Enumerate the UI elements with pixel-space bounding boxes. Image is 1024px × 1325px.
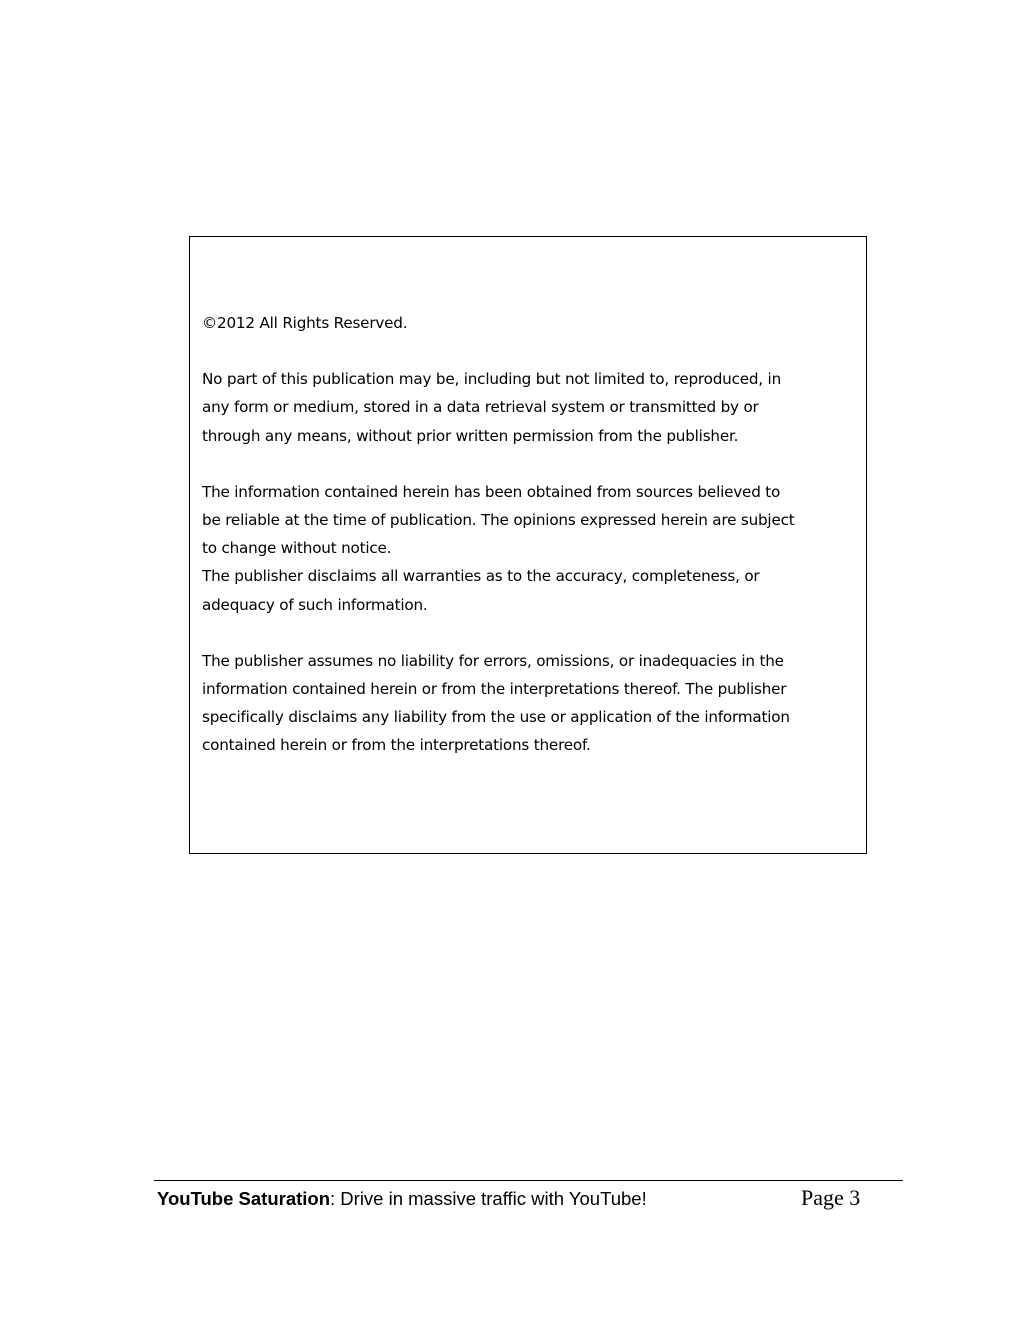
paragraph-line: specifically disclaims any liability from the use or application of the information [202,708,790,727]
footer-tagline: : Drive in massive traffic with YouTube! [330,1188,647,1209]
paragraph-line: contained herein or from the interpretations thereof. [202,736,591,755]
information-paragraph [202,478,854,619]
copyright-notice-box [189,236,867,854]
page-number: Page 3 [801,1185,861,1210]
paragraph-line: through any means, without prior written permission from the publisher. [202,426,739,445]
copyright-text: ©2012 All Rights Reserved. [202,314,408,332]
reproduction-paragraph [202,365,854,450]
paragraph-line: No part of this publication may be, including but not limited to, reproduced, in [202,370,782,389]
paragraph-line: be reliable at the time of publication. The opinions expressed herein are subject [202,511,795,530]
footer-title [157,1186,647,1212]
paragraph-line: any form or medium, stored in a data retrieval system or transmitted by or [202,398,759,417]
paragraph-line: to change without notice. [202,539,392,558]
footer-brand: YouTube Saturation [157,1188,331,1209]
paragraph-line: The publisher disclaims all warranties as to the accuracy, completeness, or [202,567,760,586]
paragraph-line: The publisher assumes no liability for errors, omissions, or inadequacies in the [202,651,784,670]
paragraph-line: The information contained herein has been obtained from sources believed to [202,482,781,501]
copyright-line [202,309,854,337]
footer-divider [154,1180,903,1181]
liability-paragraph [202,647,854,760]
paragraph-line: adequacy of such information. [202,595,428,614]
paragraph-line: information contained herein or from the interpretations thereof. The publisher [202,680,787,699]
